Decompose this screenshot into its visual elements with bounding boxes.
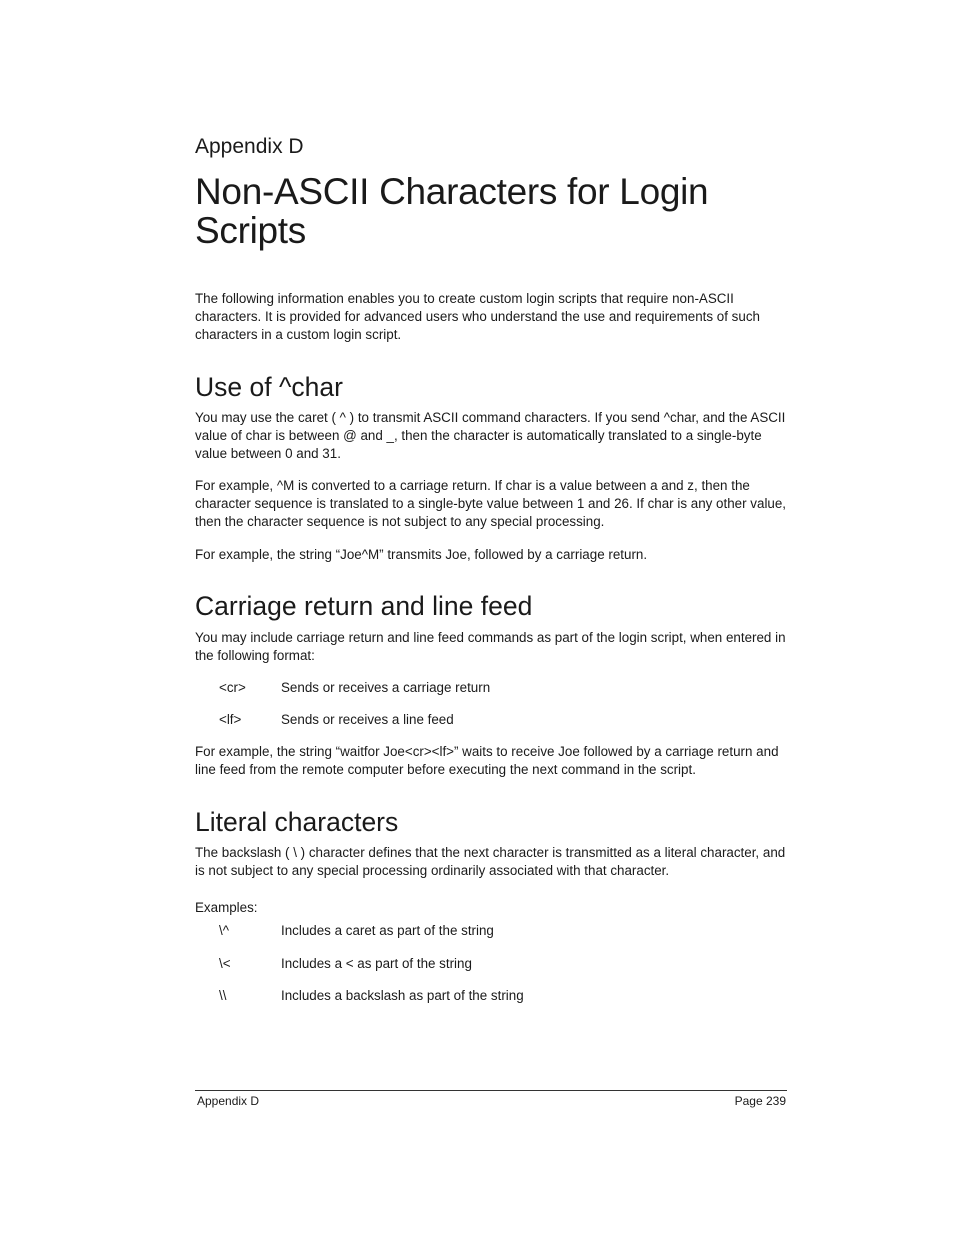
definition-row xyxy=(195,922,787,940)
literal-intro-block xyxy=(195,844,787,880)
crlf-example-paragraph: For example, the string “waitfor Joe<cr><lf>” waits to receive Joe followed by a carriage return and line feed from the remote computer before executing the next command in the script. xyxy=(195,744,779,777)
section-heading-char: Use of ^char xyxy=(195,372,343,402)
footer-divider xyxy=(195,1090,787,1091)
literal-definition-list-3 xyxy=(195,987,787,1005)
definition-description: Sends or receives a line feed xyxy=(281,712,454,727)
definition-row xyxy=(195,987,787,1005)
definition-description: Includes a < as part of the string xyxy=(281,956,472,971)
intro-block xyxy=(195,290,787,344)
char-paragraph-3: For example, the string “Joe^M” transmits Joe, followed by a carriage return. xyxy=(195,547,648,562)
literal-definition-list-2 xyxy=(195,955,787,973)
char-paragraph-2-block xyxy=(195,477,787,531)
definition-term: <cr> xyxy=(219,680,246,695)
definition-row xyxy=(195,711,787,729)
literal-intro-paragraph: The backslash ( \ ) character defines that the next character is transmitted as a literal character, and is not subject to any special processing ordinarily associated with that character. xyxy=(195,845,786,878)
section-heading-crlf: Carriage return and line feed xyxy=(195,591,533,621)
definition-row xyxy=(195,679,787,697)
crlf-definition-list xyxy=(195,679,787,697)
crlf-definition-list-2 xyxy=(195,711,787,729)
definition-term: \< xyxy=(219,956,231,971)
char-paragraph-3-block xyxy=(195,546,787,564)
crlf-intro-paragraph: You may include carriage return and line feed commands as part of the login script, when entered in the following format: xyxy=(195,630,786,663)
char-paragraph-2: For example, ^M is converted to a carriage return. If char is a value between a and z, then the character sequence is translated to a single-byte value between 1 and 26. If char is any other value, then the character sequence is not subject to any special processing. xyxy=(195,478,787,529)
section-heading-literal: Literal characters xyxy=(195,807,399,837)
page-title: Non-ASCII Characters for Login Scripts xyxy=(195,171,709,251)
footer-page-number: Page 239 xyxy=(734,1094,786,1108)
appendix-label: Appendix D xyxy=(195,135,304,158)
crlf-intro-block xyxy=(195,629,787,665)
literal-definition-list xyxy=(195,922,787,940)
footer-section-label: Appendix D xyxy=(197,1094,260,1108)
definition-term: \\ xyxy=(219,988,227,1003)
definition-description: Includes a caret as part of the string xyxy=(281,923,494,938)
definition-description: Sends or receives a carriage return xyxy=(281,680,491,695)
definition-description: Includes a backslash as part of the string xyxy=(281,988,524,1003)
definition-term: <lf> xyxy=(219,712,242,727)
char-paragraph-1: You may use the caret ( ^ ) to transmit ASCII command characters. If you send ^char, and the ASCII value of char is between @ and _, then the character is automatically translated to a single-byte value between 0 and 31. xyxy=(195,410,786,461)
definition-row xyxy=(195,955,787,973)
examples-label-block xyxy=(195,899,258,917)
definition-term: \^ xyxy=(219,923,230,938)
crlf-example-block xyxy=(195,743,787,779)
examples-label: Examples: xyxy=(195,900,258,915)
intro-paragraph: The following information enables you to create custom login scripts that require non-ASCII characters. It is provided for advanced users who understand the use and requirements of such characters in a custom login script. xyxy=(195,291,760,342)
char-paragraph-1-block xyxy=(195,409,787,463)
